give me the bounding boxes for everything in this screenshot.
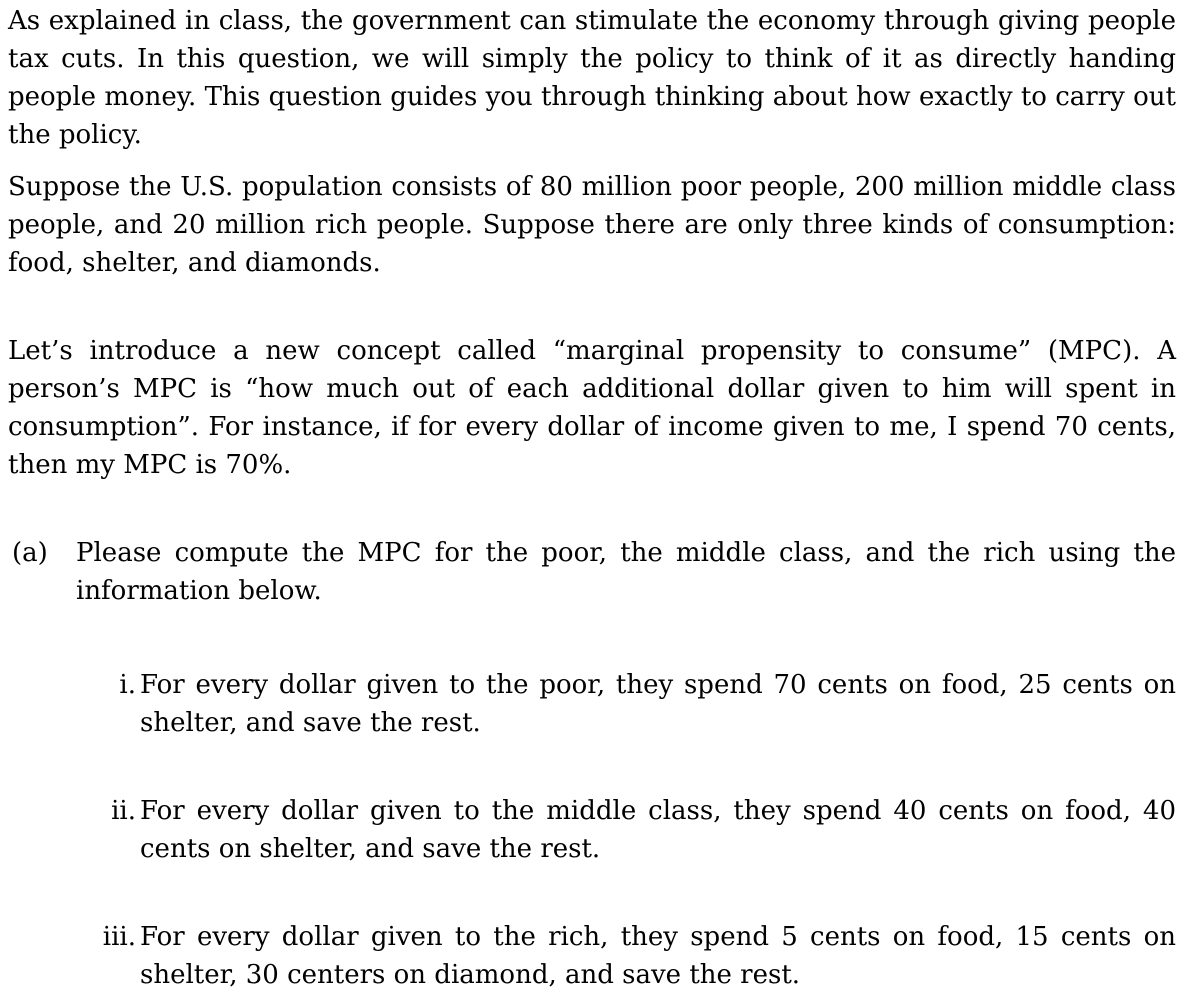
sub-item-ii-label: ii. bbox=[111, 796, 136, 826]
population-paragraph: Suppose the U.S. population consists of 80 million poor people, 200 million middle class people, and 20 million rich people. Suppose there are only three kinds of consumption: food, shelter, and diamonds. bbox=[8, 172, 1176, 278]
sub-item-i-label: i. bbox=[119, 670, 136, 700]
sub-item-ii-text: For every dollar given to the middle class, they spend 40 cents on food, 40 cents on shelter, and save the rest. bbox=[140, 796, 1176, 864]
sub-item-iii-label: iii. bbox=[102, 922, 136, 952]
mpc-definition-paragraph: Let’s introduce a new concept called “marginal propensity to consume” (MPC). A person’s MPC is “how much out of each additional dollar given to him will spent in consumption”. For instance, if for every dollar of income given to me, I spend 70 cents, then my MPC is 70%. bbox=[8, 336, 1176, 480]
sub-item-iii-text: For every dollar given to the rich, they spend 5 cents on food, 15 cents on shelter, 30 centers on diamond, and save the rest. bbox=[140, 922, 1176, 990]
part-a-label: (a) bbox=[12, 538, 48, 568]
part-a-text: Please compute the MPC for the poor, the middle class, and the rich using the information below. bbox=[76, 538, 1176, 606]
sub-item-i-text: For every dollar given to the poor, they spend 70 cents on food, 25 cents on shelter, and save the rest. bbox=[140, 670, 1176, 738]
intro-paragraph: As explained in class, the government can stimulate the economy through giving people tax cuts. In this question, we will simply the policy to think of it as directly handing people money. This question guides you through thinking about how exactly to carry out the policy. bbox=[8, 6, 1176, 150]
